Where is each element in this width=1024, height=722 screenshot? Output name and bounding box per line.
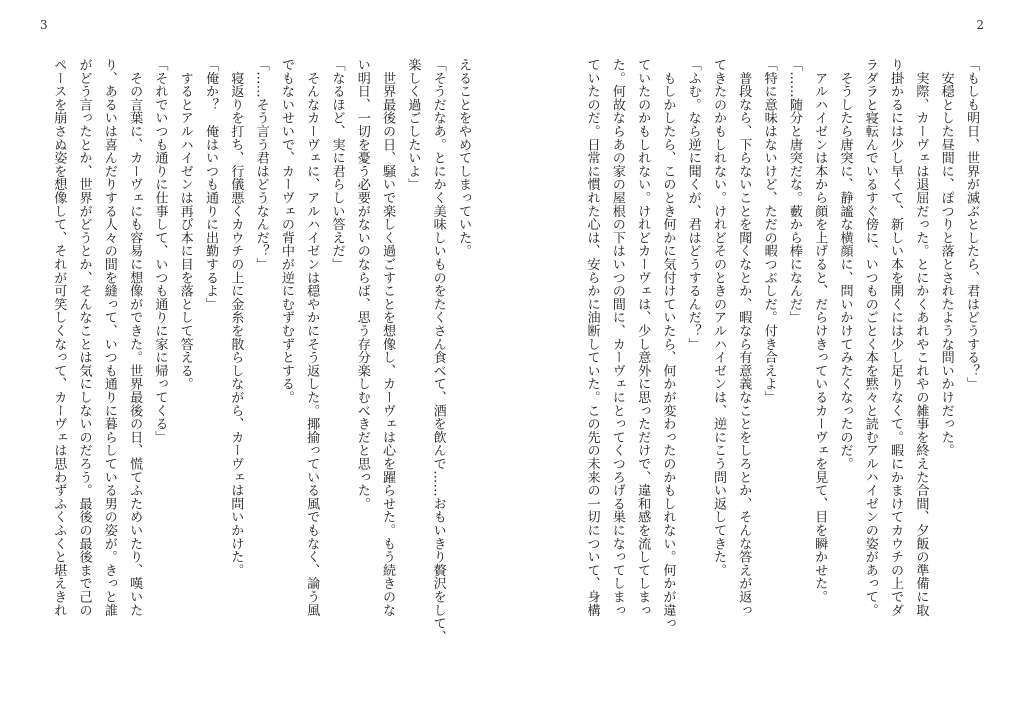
text-line: 安穏とした昼間に、ぽつりと落とされたような問いかけだった。 bbox=[938, 58, 954, 457]
text-line: てきたのかもしれない。けれどそのときのアルハイゼンは、逆にこう問い返してきた。 bbox=[711, 58, 727, 577]
text-line: り掛かるには少し早くて、新しい本を開くには少し足りなくて。暇にかまけてカウチの上でダ bbox=[888, 58, 904, 617]
page-number: 3 bbox=[40, 18, 48, 32]
page-right bbox=[512, 0, 1024, 722]
text-line: でもないせいで、カーヴェの背中が逆にむずむずとする。 bbox=[278, 58, 294, 404]
text-line: がどう言ったとか、世界がどうとか、そんなことは気にしないのだろう。最後の最後まで己の bbox=[76, 58, 92, 617]
text-line: た。何故ならあの家の屋根の下はいつの間に、カーヴェにとってくつろげる巣になってしまっ bbox=[609, 58, 625, 617]
text-line: 「俺か？ 俺はいつも通りに出勤するよ」 bbox=[203, 58, 219, 311]
page-body-text bbox=[36, 58, 476, 698]
page-number: 2 bbox=[976, 18, 984, 32]
text-line: 「なるほど、実に君らしい答えだ」 bbox=[329, 58, 345, 271]
text-line: ていたのだ。日常に慣れた心は、安らかに油断していた。この先の未来の一切について、身構 bbox=[584, 58, 600, 617]
text-line: アルハイゼンは本から顔を上げると、だらけきっているカーヴェを見て、目を瞬かせた。 bbox=[812, 58, 828, 604]
text-line: その言葉に、カーヴェにも容易に想像ができた。世界最後の日、慌てふためいたり、嘆いた bbox=[127, 58, 143, 617]
text-line: えることをやめてしまっていた。 bbox=[456, 58, 471, 258]
text-line: ペースを崩さぬ姿を想像して、それが可笑しくなって、カーヴェは思わずふくふくと堪えきれ bbox=[51, 58, 67, 617]
text-line: そうしたら唐突に、静謐な横顔に、問いかけてみたくなったのだ。 bbox=[837, 58, 853, 471]
text-line: 実際、カーヴェは退屈だった。とにかくあれやこれやの雑事を終えた合間、夕飯の準備に取 bbox=[913, 58, 929, 617]
text-line: 「それでいつも通りに仕事して、いつも通りに家に帰ってくる」 bbox=[152, 58, 168, 444]
text-line: 「そうだなあ。とにかく美味しいものをたくさん食べて、酒を飲んで……おもいきり贅沢をして、 bbox=[430, 58, 446, 644]
text-line: 「……随分と唐突だな。藪から棒になんだ」 bbox=[786, 58, 802, 324]
text-line: 寝返りを打ち、行儀悪くカウチの上に金糸を散らしながら、カーヴェは問いかけた。 bbox=[228, 58, 244, 577]
text-line: するとアルハイゼンは再び本に目を落として答える。 bbox=[177, 58, 193, 391]
text-line: い明日、一切を憂う必要がないのならば、思う存分楽しむべきだと思った。 bbox=[354, 58, 370, 511]
text-line: 「特に意味はないけど、ただの暇つぶしだ。付き合えよ」 bbox=[761, 58, 777, 404]
text-line: り、あるいは喜んだりする人々の間を縫って、いつも通りに暮らしている男の姿が。きっと誰 bbox=[101, 58, 117, 617]
text-line: 世界最後の日、騒いで楽しく過ごすことを想像し、カーヴェは心を躍らせた。もう続きのな bbox=[380, 58, 396, 617]
page-body-text bbox=[544, 58, 984, 698]
text-line: ていたのかもしれない。けれどカーヴェは、少し意外に思っただけで、違和感を流してしまっ bbox=[635, 58, 651, 617]
text-line: 普段なら、下らないことを聞くなとか、暇なら有意義なことをしろとか、そんな答えが返っ bbox=[736, 58, 752, 617]
text-line: 「もしも明日、世界が滅ぶとしたら、君はどうする？」 bbox=[964, 58, 979, 391]
text-line: もしかしたら、このとき何かに気付けていたら、何かが変わったのかもしれない。何かが違っ bbox=[660, 58, 676, 630]
text-line: 「……そう言う君はどうなんだ？」 bbox=[253, 58, 269, 271]
text-line: 楽しく過ごしたいよ」 bbox=[405, 58, 421, 191]
text-line: そんなカーヴェに、アルハイゼンは穏やかにそう返した。揶揄っている風でもなく、論う風 bbox=[304, 58, 320, 617]
text-line: 「ふむ。なら逆に聞くが、君はどうするんだ？」 bbox=[685, 58, 701, 351]
text-line: ラダラと寝転んでいるすぐ傍に、いつものごとく本を黙々と読むアルハイゼンの姿があって。 bbox=[862, 58, 878, 617]
